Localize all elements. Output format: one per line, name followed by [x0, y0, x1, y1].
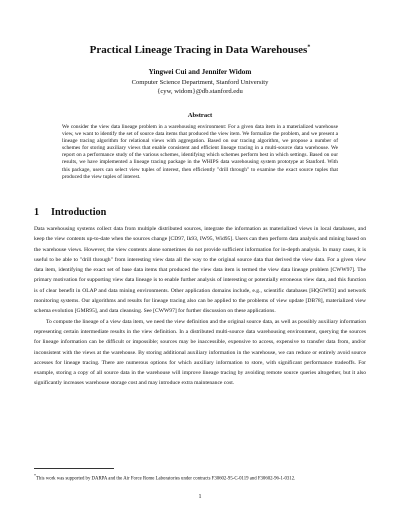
paper-title: [0, 44, 400, 56]
paragraph: To compute the lineage of a view data item, we need the view definition and the original source data, as well as possibly auxiliary information representing certain intermediate results in the view definition. In a distributed multi-source data warehousing environment, querying the sources for lineage information can be difficult or impossible; sources may be inaccessible, expensive to access, expensive to transfer data from, and/or inconsistent with the views at the warehouse. By storing additional auxiliary information in the warehouse, we can reduce or entirely avoid source accesses for lineage tracing. There are numerous options for which auxiliary information to store, with significant performance tradeoffs. For example, storing a copy of all source data in the warehouse will improve lineage tracing by avoiding remote source queries altogether, but it also significantly increases warehouse storage cost and may introduce extra maintenance cost.: [34, 318, 366, 387]
abstract-text: We consider the view data lineage problem in a warehousing environment: For a given data item in a materialized warehouse view, we want to identify the set of source data items that produced the view item. We formalize the problem, and we present a lineage tracing algorithm for relational views with aggregation. Based on our tracing algorithm, we propose a number of schemes for storing auxiliary views that enable consistent and efficient lineage tracing in a multi-source data warehouse. We report on a performance study of the various schemes, identifying which schemes perform best in which settings. Based on our results, we have implemented a lineage tracing package in the WHIPS data warehousing system prototype at Stanford. With this package, users can select view tuples of interest, then efficiently "drill through" to examine the exact source tuples that produced the view tuples of interest.: [62, 124, 338, 180]
body-text: [34, 224, 366, 389]
footnote: [34, 472, 366, 483]
section-number: 1: [34, 207, 40, 218]
footnote-text: This work was supported by DARPA and the Air Force Rome Laboratories under contracts F30602-95-C-0119 and F30602-96-1-0312.: [36, 476, 296, 482]
footnote-rule: [34, 468, 114, 469]
email: {cyw, widom}@db.stanford.edu: [157, 87, 243, 95]
footnote-mark: *: [34, 473, 36, 478]
affiliation: Computer Science Department, Stanford University: [131, 79, 269, 86]
title-text: Practical Lineage Tracing in Data Warehouses: [89, 44, 308, 56]
affiliation-block: [0, 79, 400, 96]
section-heading: [34, 207, 106, 218]
paragraph: Data warehousing systems collect data from multiple distributed sources, integrate the information as materialized views in local databases, and keep the view contents up-to-date when the sources change [CD97, Ik93, IW95, Wid95]. Users can then perform data analysis and mining based on the warehouse views. However, the view contents alone sometimes do not provide sufficient information for in-depth analysis. In many cases, it is useful to be able to "drill through" from interesting view data all the way to the original source data that derived the view data. For a given view data item, identifying the exact set of base data items that produced the view data item is termed the view data lineage problem [CWW97]. The primary motivation for supporting view data lineage is to enable further analysis of interesting or potentially erroneous view data, and this function is of clear benefit in OLAP and data mining environments. Other application domains include, e.g., scientific databases [HQGW93] and network monitoring systems. Our algorithms and results for lineage tracing also can be applied to the problems of view update [DB78], materialized view schema evolution [GMR95], and data cleansing. See [CWW97] for further discussion on these applications.: [34, 226, 366, 315]
authors: Yingwei Cui and Jennifer Widom: [148, 68, 252, 76]
abstract-heading: Abstract: [187, 112, 213, 119]
section-title: Introduction: [51, 207, 107, 218]
title-footnote-mark: *: [307, 44, 311, 51]
page-number: 1: [198, 494, 202, 500]
